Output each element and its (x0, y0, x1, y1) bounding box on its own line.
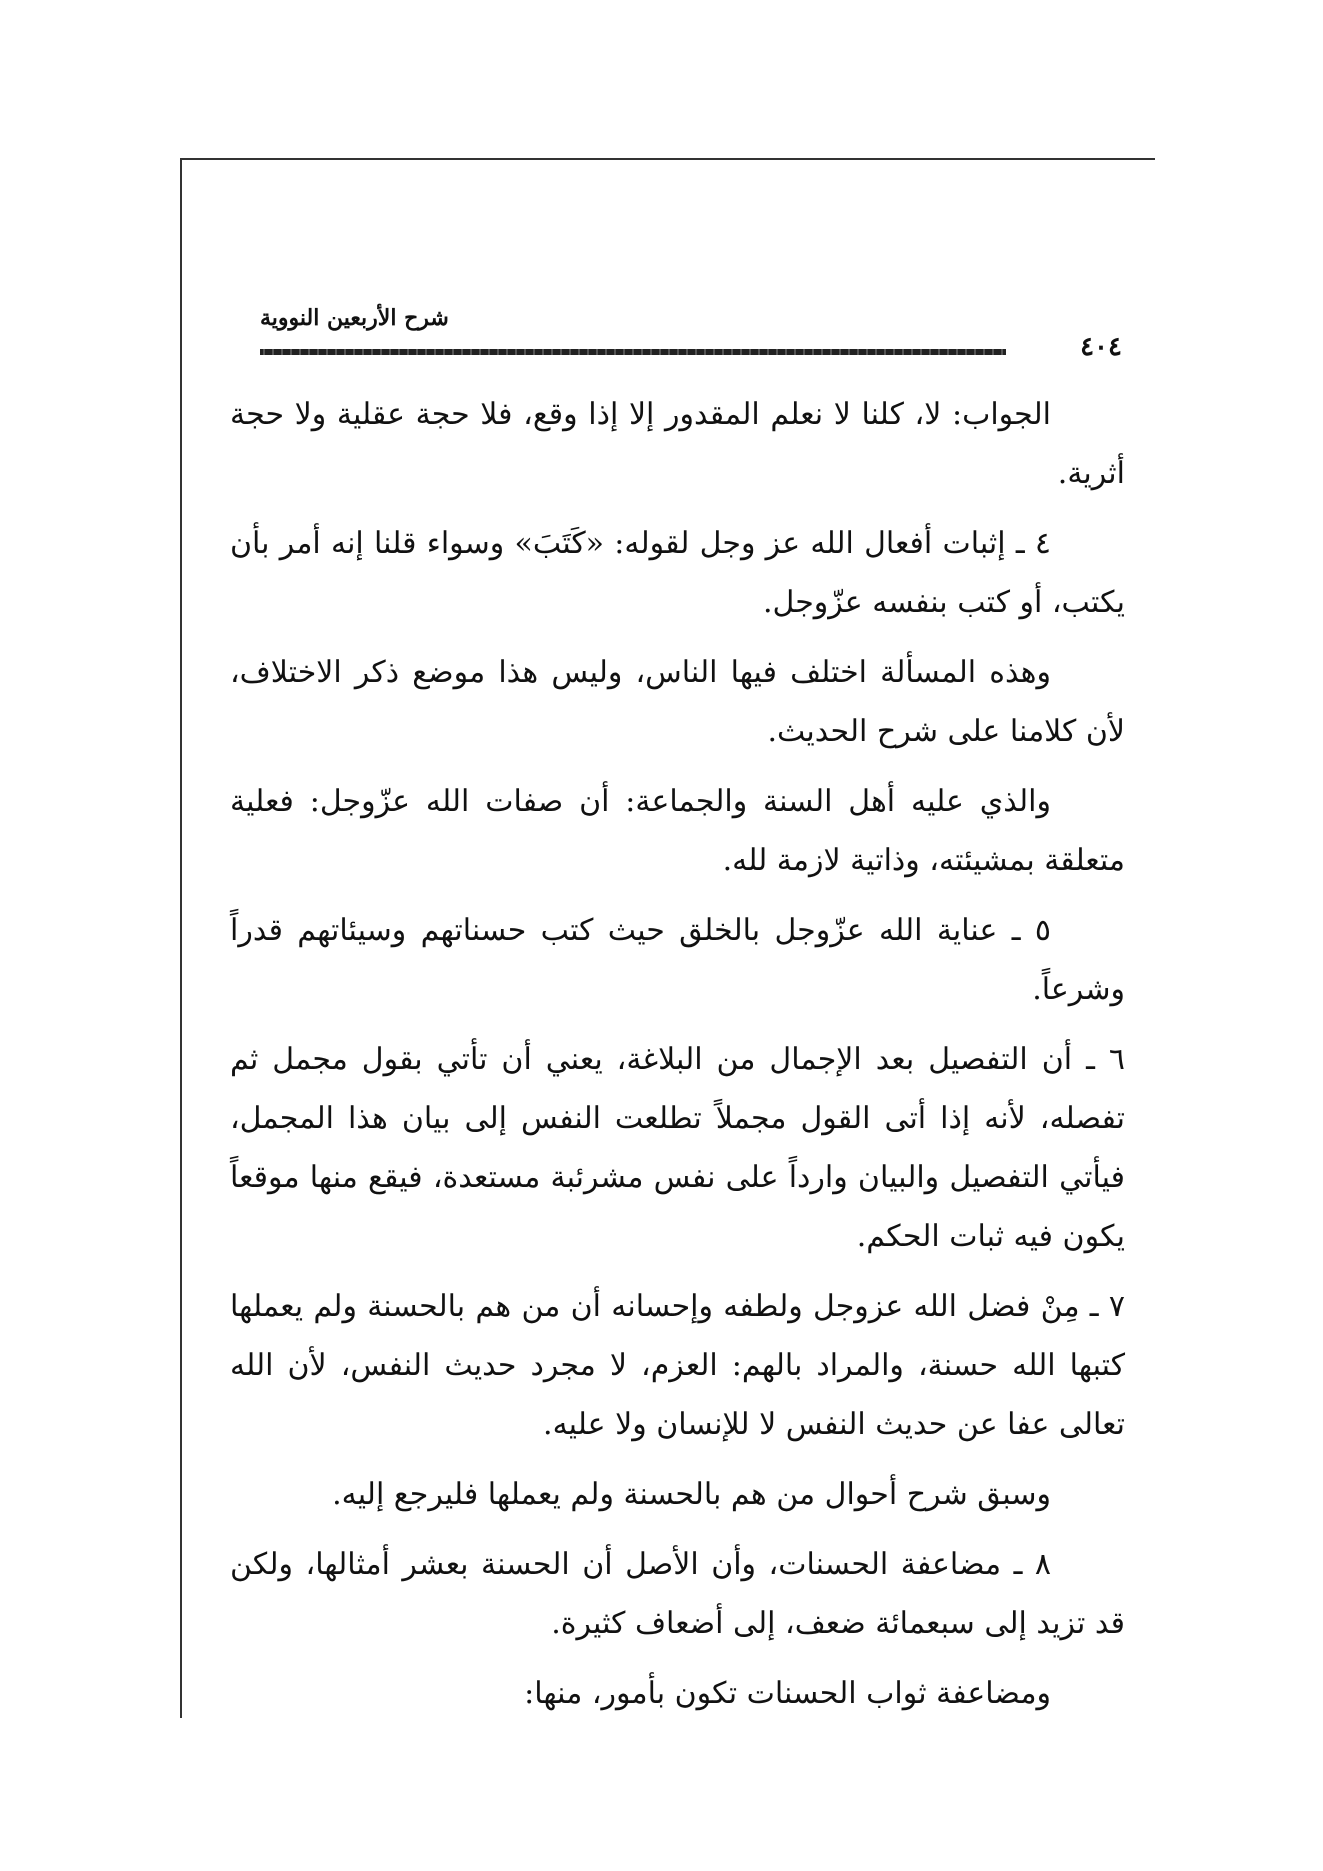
paragraph: ٦ ـ أن التفصيل بعد الإجمال من البلاغة، يعني أن تأتي بقول مجمل ثم تفصله، لأنه إذا أتى القول مجملاً تطلعت النفس إلى بيان هذا المجمل، فيأتي التفصيل والبيان وارداً على نفس مشرئبة مستعدة، فيقع منها موقعاً يكون فيه ثبات الحكم. (230, 1042, 1125, 1254)
paragraph: وسبق شرح أحوال من هم بالحسنة ولم يعملها فليرجع إليه. (332, 1477, 1051, 1512)
book-title: شرح الأربعين النووية (260, 305, 449, 331)
paragraph: والذي عليه أهل السنة والجماعة: أن صفات الله عزّوجل: فعلية متعلقة بمشيئته، وذاتية لازمة لله. (230, 784, 1125, 878)
header-rule (260, 349, 1030, 355)
paragraph: ٧ ـ مِنْ فضل الله عزوجل ولطفه وإحسانه أن من هم بالحسنة ولم يعملها كتبها الله حسنة، والمراد بالهم: العزم، لا مجرد حديث النفس، لأن الله تعالى عفا عن حديث النفس لا للإنسان ولا عليه. (230, 1289, 1125, 1442)
running-header (260, 305, 1122, 362)
page-frame-left-border (180, 158, 182, 1718)
paragraph: ٤ ـ إثبات أفعال الله عز وجل لقوله: «كَتَبَ» وسواء قلنا إنه أمر بأن يكتب، أو كتب بنفسه عزّوجل. (230, 526, 1125, 620)
page-number: ٤٠٤ (1006, 332, 1122, 362)
paragraph: ومضاعفة ثواب الحسنات تكون بأمور، منها: (524, 1676, 1051, 1711)
page-frame-top-border (180, 158, 1155, 160)
paragraph: ٥ ـ عناية الله عزّوجل بالخلق حيث كتب حسناتهم وسيئاتهم قدراً وشرعاً. (230, 913, 1125, 1007)
main-text (230, 385, 1125, 1734)
paragraph: الجواب: لا، كلنا لا نعلم المقدور إلا إذا وقع، فلا حجة عقلية ولا حجة أثرية. (230, 397, 1125, 491)
paragraph: وهذه المسألة اختلف فيها الناس، وليس هذا موضع ذكر الاختلاف، لأن كلامنا على شرح الحديث. (230, 655, 1125, 749)
paragraph: ٨ ـ مضاعفة الحسنات، وأن الأصل أن الحسنة بعشر أمثالها، ولكن قد تزيد إلى سبعمائة ضعف، إلى أضعاف كثيرة. (230, 1547, 1125, 1641)
